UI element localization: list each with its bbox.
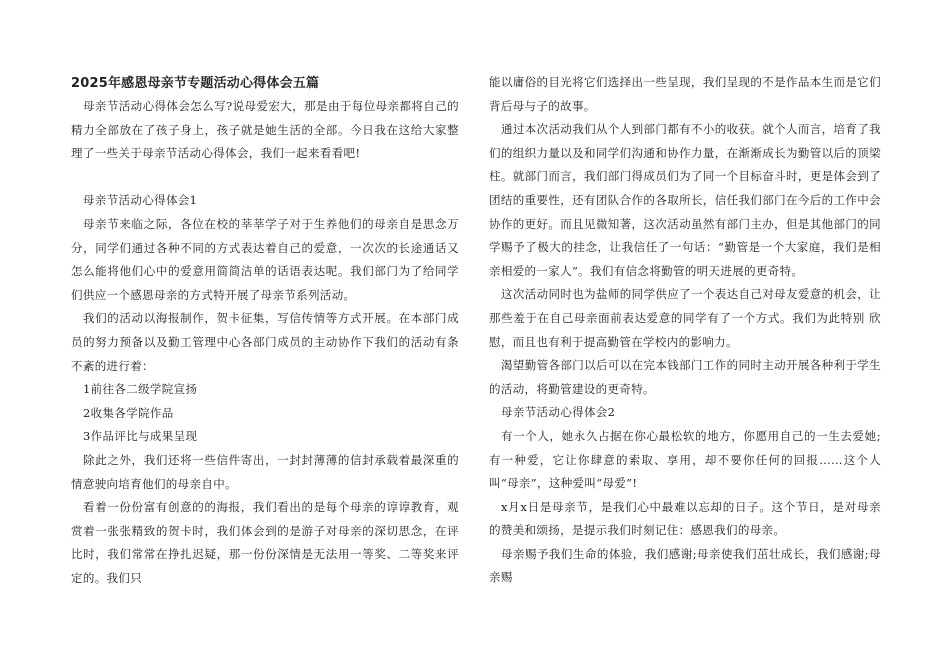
section-1-paragraph-7: 渴望勤管各部门以后可以在完本钱部门工作的同时主动开展各种利于学生的活动，将勤管建设的更奇特。 [489,358,881,396]
section-1-paragraph-6: 这次活动同时也为盐师的同学供应了一个表达自己对母友爱意的机会，让那些羞于在自己母亲面前表达爱意的同学有了一个方式。我们为此特别 欣慰，而且也有利于提高勤管在学校内的影响力。 [489,287,881,349]
section-1-paragraph-5: 通过本次活动我们从个人到部门都有不小的收获。就个人而言，培育了我们的组织力量以及和同学们沟通和协作力量，在渐渐成长为勤管以后的顶梁柱。就部门而言，我们部门得成员们为了同一个目标奋斗时，更是体会到了团结的重要性，还有团队合作的各取所长，信任我们部门在今后的工作中会协作的更好。而且见微知著，这次活动虽然有部门主办，但是其他部门的同学赐予了极大的挂念，让我信任了一句话：“勤管是一个大家庭，我们是相亲相爱的一家人”。我们有信念将勤管的明天进展的更奇特。 [489,122,881,278]
blank-line [71,166,459,190]
left-column [71,72,459,590]
section-1-paragraph-2: 我们的活动以海报制作，贺卡征集，写信传情等方式开展。在本部门成员的努力预备以及勤工管理中心各部门成员的主动协作下我们的活动有条不紊的进行着： [71,311,459,373]
right-column [489,71,881,590]
document-title: 2025年感恩母亲节专题活动心得体会五篇 [71,76,320,91]
list-item: 3作品评比与成果呈现 [83,429,198,444]
section-2-paragraph-3: 母亲赐予我们生命的体验，我们感谢;母亲使我们茁壮成长，我们感谢;母亲赐 [489,546,881,585]
section-1-paragraph-1: 母亲节来临之际，各位在校的莘莘学子对于生养他们的母亲自是思念万分，同学们通过各种不同的方式表达着自己的爱意，一次次的长途通话又怎么能将他们心中的爱意用简简洁单的话语表达呢。我们部门为了给同学们供应一个感恩母亲的方式特开展了母亲节系列活动。 [71,216,459,302]
section-2-heading: 母亲节活动心得体会2 [501,405,616,420]
section-1-paragraph-4: 看着一份份富有创意的的海报，我们看出的是每个母亲的谆谆教育，观赏着一张张精致的贺卡时，我们体会到的是游子对母亲的深切思念，在评比时，我们常常在挣扎迟疑，那一份份深情是无法用一等奖、二等奖来评定的。我们只 [71,500,459,585]
section-1-paragraph-3: 除此之外，我们还将一些信件寄出，一封封薄薄的信封承载着最深重的情意驶向培育他们的母亲自中。 [71,452,459,491]
section-1-heading: 母亲节活动心得体会1 [83,193,198,208]
section-2-paragraph-2: x月x日是母亲节，是我们心中最难以忘却的日子。这个节日，是对母亲的赞美和颂扬，是提示我们时刻记住：感恩我们的母亲。 [489,499,881,538]
intro-paragraph: 母亲节活动心得体会怎么写?说母爱宏大，那是由于每位母亲都将自己的精力全部放在了孩子身上，孩子就是她生活的全部。今日我在这给大家整理了一些关于母亲节活动心得体会，我们一起来看看吧! [71,99,459,161]
section-1-paragraph-4-continued: 能以庸俗的目光将它们选择出一些呈现，我们呈现的不是作品本生而是它们背后母与子的故事。 [489,75,881,113]
section-2-paragraph-1: 有一个人，她永久占据在你心最松软的地方，你愿用自己的一生去爱她;有一种爱，它让你肆意的索取、享用，却不要你任何的回报……这个人叫“母亲”，这种爱叫“母爱”! [489,428,881,491]
list-item: 2收集各学院作品 [83,405,174,420]
list-item: 1前往各二级学院宣扬 [83,382,198,397]
